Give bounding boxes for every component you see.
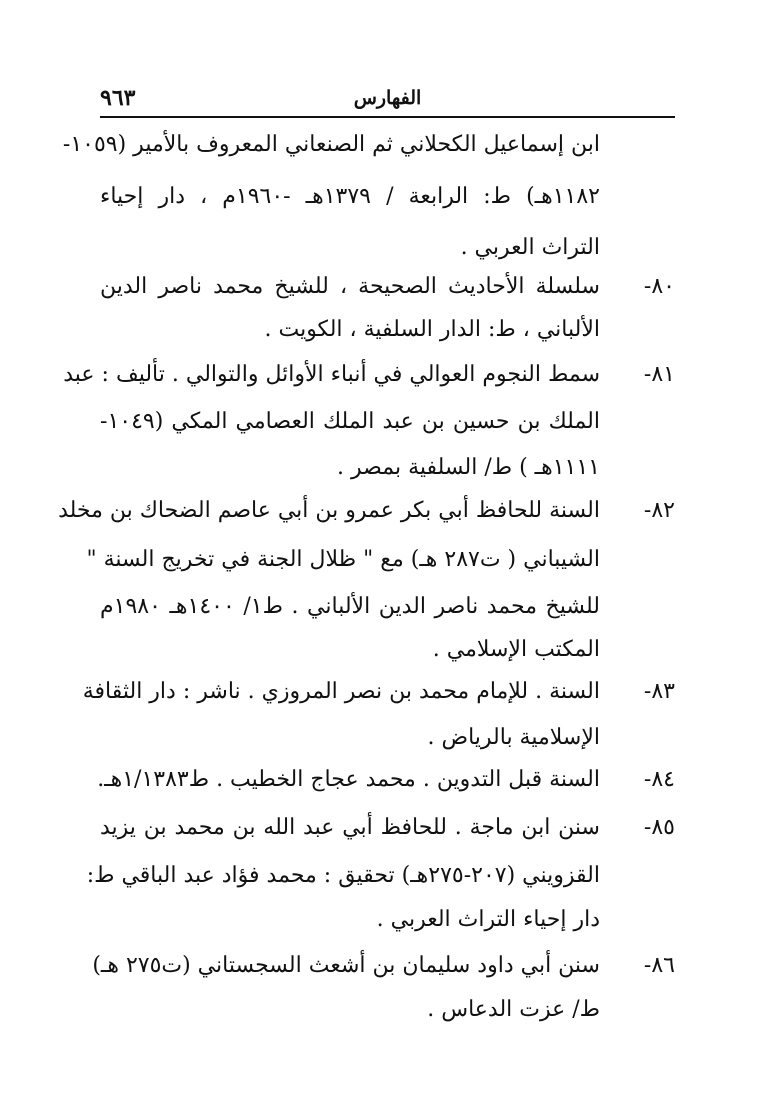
entry-number: ٨٣- xyxy=(643,679,675,704)
entry-line: سنن ابن ماجة . للحافظ أبي عبد الله بن محمد بن يزيد xyxy=(100,815,600,840)
entry-line: سلسلة الأحاديث الصحيحة ، للشيخ محمد ناصر الدين xyxy=(100,274,600,299)
entry-line: السنة للحافظ أبي بكر عمرو بن أبي عاصم الضحاك بن مخلد xyxy=(58,498,600,523)
entry-line: ١١٨٢هـ) ط: الرابعة / ١٣٧٩هـ -١٩٦٠م ، دار إحياء xyxy=(100,184,600,209)
entry-line: الشيباني ( ت٢٨٧ هـ) مع " ظلال الجنة في تخريج السنة " xyxy=(86,547,600,572)
entry-line: التراث العربي . xyxy=(460,235,600,260)
entry-line: ١١١١هـ ) ط/ السلفية بمصر . xyxy=(337,455,600,480)
entry-line: دار إحياء التراث العربي . xyxy=(376,907,600,932)
entry-line: ط/ عزت الدعاس . xyxy=(427,997,600,1022)
entry-line: ابن إسماعيل الكحلاني ثم الصنعاني المعروف بالأمير (١٠٥٩- xyxy=(62,132,600,157)
page-header xyxy=(100,86,675,110)
entry-number: ٨١- xyxy=(643,362,675,387)
entry-number: ٨٥- xyxy=(643,815,675,840)
entry-line: السنة قبل التدوين . محمد عجاج الخطيب . ط١/١٣٨٣هـ. xyxy=(97,767,600,792)
entry-line: للشيخ محمد ناصر الدين الألباني . ط١/ ١٤٠٠هـ ١٩٨٠م xyxy=(100,594,601,619)
entry-line: السنة . للإمام محمد بن نصر المروزي . ناشر : دار الثقافة xyxy=(82,679,600,704)
page-number: ٩٦٣ xyxy=(100,85,136,111)
running-title: الفهارس xyxy=(353,87,422,109)
entry-number: ٨٠- xyxy=(643,274,675,299)
entry-line: سنن أبي داود سليمان بن أشعث السجستاني (ت٢٧٥ هـ) xyxy=(92,953,600,978)
entry-line: الملك بن حسين بن عبد الملك العصامي المكي (١٠٤٩- xyxy=(100,409,600,434)
entry-number: ٨٦- xyxy=(643,953,675,978)
entry-line: القزويني (٢٠٧-٢٧٥هـ) تحقيق : محمد فؤاد عبد الباقي ط: xyxy=(86,863,600,888)
entry-line: سمط النجوم العوالي في أنباء الأوائل والتوالي . تأليف : عبد xyxy=(63,362,600,387)
entry-number: ٨٤- xyxy=(643,767,675,792)
entry-number: ٨٢- xyxy=(643,498,675,523)
header-rule xyxy=(100,116,675,118)
entry-line: المكتب الإسلامي . xyxy=(432,637,600,662)
entry-line: الألباني ، ط: الدار السلفية ، الكويت . xyxy=(264,317,600,342)
entry-line: الإسلامية بالرياض . xyxy=(427,725,600,750)
